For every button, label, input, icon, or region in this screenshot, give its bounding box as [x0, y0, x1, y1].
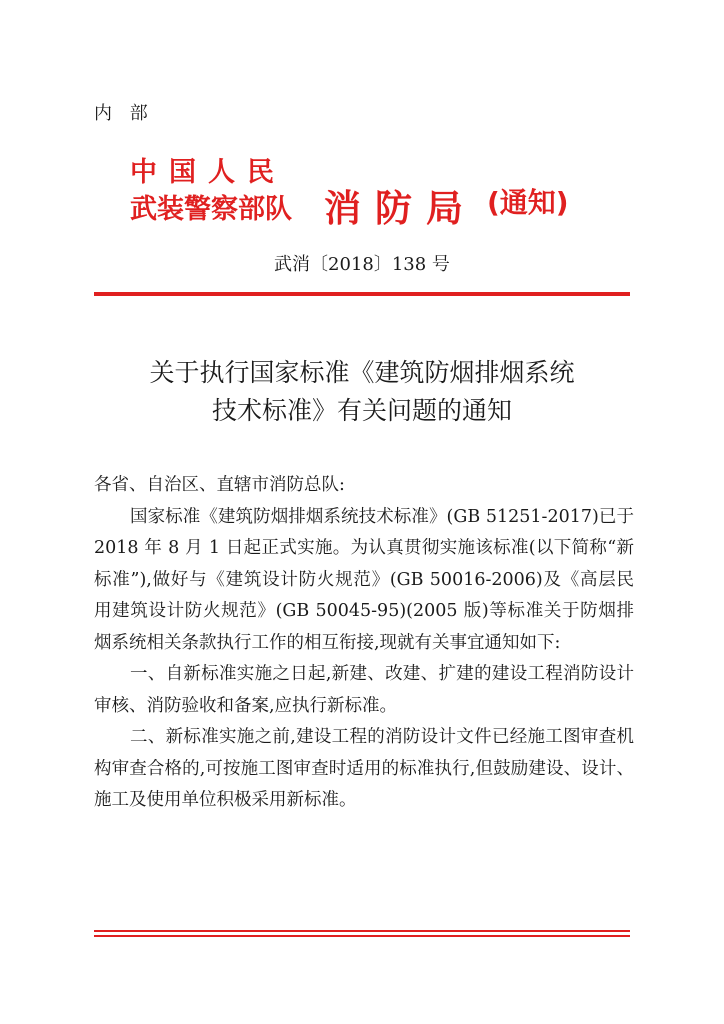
issuer-name-line2: 武装警察部队 — [130, 194, 292, 225]
footer-divider-bottom — [94, 935, 630, 937]
header-divider — [94, 292, 630, 296]
document-number: 武消〔2018〕138 号 — [274, 254, 450, 275]
body-paragraph-1: 国家标准《建筑防烟排烟系统技术标准》(GB 51251-2017)已于 2018 年 8 月 1 日起正式实施。为认真贯彻实施该标准(以下简称“新标准”),做好与《建筑设计防火规范》(GB 50016-2006)及《高层民用建筑设计防火规范》(GB 50045-95)(2005 版)等标准关于防烟排烟系统相关条款执行工作的相互衔接,现就有关事宜通知如下: — [94, 506, 634, 653]
issuer-name-line1: 中国人民 — [130, 157, 286, 188]
document-type-label: (通知) — [487, 186, 569, 219]
document-body — [94, 470, 634, 817]
issuer-department: 消防局 — [324, 187, 477, 230]
salutation: 各省、自治区、直辖市消防总队: — [94, 475, 345, 495]
body-paragraph-2: 一、自新标准实施之日起,新建、改建、扩建的建设工程消防设计审核、消防验收和备案,应执行新标准。 — [94, 664, 634, 716]
title-line-1: 关于执行国家标准《建筑防烟排烟系统 — [149, 358, 575, 387]
document-title — [0, 354, 724, 430]
classification-label: 内 部 — [94, 103, 154, 124]
title-line-2: 技术标准》有关问题的通知 — [211, 396, 512, 425]
footer-divider-top — [94, 930, 630, 932]
body-paragraph-3: 二、新标准实施之前,建设工程的消防设计文件已经施工图审查机构审查合格的,可按施工图审查时适用的标准执行,但鼓励建设、设计、施工及使用单位积极采用新标准。 — [94, 727, 634, 810]
